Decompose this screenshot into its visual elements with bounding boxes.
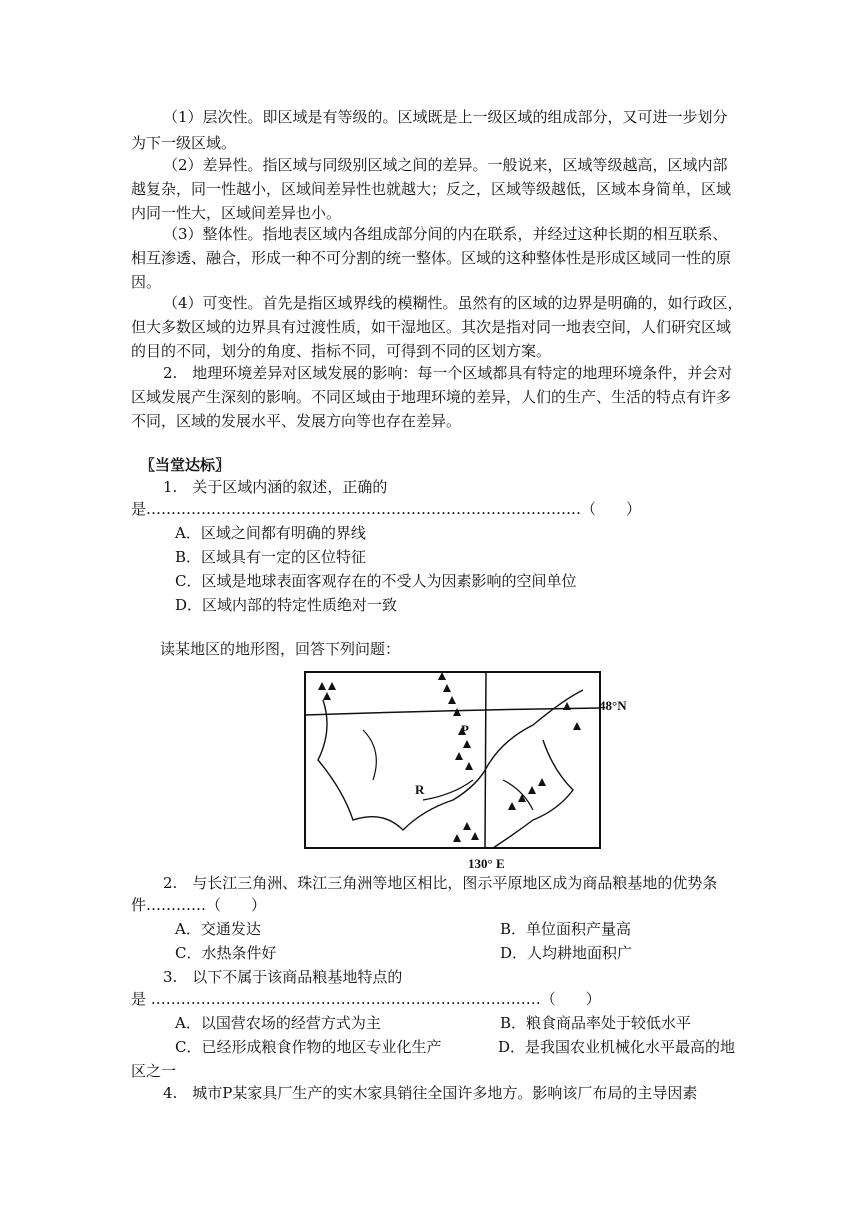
paragraph-difference-line2: 越复杂，同一性越小，区域间差异性也就越大；反之，区域等级越低，区域本身简单，区域 [131,180,732,198]
paragraph-variability-line2: 但大多数区域的边界具有过渡性质，如干湿地区。其次是指对同一地表空间，人们研究区域 [131,318,732,336]
paragraph-influence-line2: 区域发展产生深刻的影响。不同区域由于地理环境的差异，人们的生产、生活的特点有许多 [131,388,732,406]
paragraph-variability-line3: 的目的不同，划分的角度、指标不同，可得到不同的区划方案。 [131,342,552,360]
q1-option-d: D．区域内部的特定性质绝对一致 [175,596,398,614]
q2-option-c: C．水热条件好 [175,944,277,962]
q3-option-c: C．已经形成粮食作物的地区专业化生产 [175,1038,442,1056]
q4-stem-line1: 4. 城市P某家具厂生产的实木家具销往全国许多地方。影响该厂布局的主导因素 [163,1084,698,1102]
q3-option-a: A．以国营农场的经营方式为主 [175,1014,381,1032]
longitude-label: 130° E [468,856,505,871]
q2-option-b: B．单位面积产量高 [500,920,632,938]
q1-option-b: B．区域具有一定的区位特征 [175,548,367,566]
q3-option-b: B．粮食商品率处于较低水平 [500,1014,692,1032]
section-heading: 〖当堂达标〗 [140,456,231,474]
paragraph-variability-line1: （4）可变性。首先是指区域界线的模糊性。虽然有的区域的边界是明确的，如行政区， [163,294,743,312]
q3-stem-line1: 3. 以下不属于该商品粮基地特点的 [163,968,403,986]
paragraph-difference-line1: （2）差异性。指区域与同级别区域之间的差异。一般说来，区域等级越高，区域内部 [163,156,728,174]
q1-stem-line2: 是……………………………………………………………………………（ ） [131,500,642,518]
q3-option-d: D．是我国农业机械化水平最高的地 [498,1038,736,1056]
paragraph-hierarchy-line1: （1）层次性。即区域是有等级的。区域既是上一级区域的组成部分，又可进一步划分 [163,108,728,126]
map-label-p: P [461,722,469,737]
paragraph-hierarchy-line2: 为下一级区域。 [131,134,237,152]
q2-stem-line1: 2. 与长江三角洲、珠江三角洲等地区相比，图示平原地区成为商品粮基地的优势条 [163,874,718,892]
paragraph-integrity-line1: （3）整体性。指地表区域内各组成部分间的内在联系，并经过这种长期的相互联系、 [163,225,728,243]
paragraph-influence-line3: 不同，区域的发展水平、发展方向等也存在差异。 [131,412,462,430]
q2-stem-line2: 件…………（ ） [131,896,267,914]
q3-option-d-continued: 区之一 [131,1062,177,1080]
q1-stem-line1: 1. 关于区域内涵的叙述，正确的 [163,478,388,496]
map-label-r: R [415,782,425,797]
q1-option-a: A．区域之间都有明确的界线 [175,524,366,542]
q2-option-a: A．交通发达 [175,920,261,938]
terrain-map [303,670,638,855]
q2-option-d: D．人均耕地面积广 [500,944,633,962]
paragraph-integrity-line2: 相互渗透、融合，形成一种不可分割的统一整体。区域的这种整体性是形成区域同一性的原 [131,249,732,267]
paragraph-integrity-line3: 因。 [131,273,162,291]
q3-stem-line2: 是 ……………………………………………………………………（ ） [131,990,601,1008]
map-intro: 读某地区的地形图，回答下列问题： [160,640,401,658]
terrain-map-svg [303,670,638,855]
q1-option-c: C．区域是地球表面客观存在的不受人为因素影响的空间单位 [175,572,577,590]
latitude-label: 48°N [599,698,627,713]
paragraph-difference-line3: 内同一性大，区域间差异也小。 [131,204,342,222]
paragraph-influence-line1: 2. 地理环境差异对区域发展的影响：每一个区域都具有特定的地理环境条件，并会对 [163,364,733,382]
